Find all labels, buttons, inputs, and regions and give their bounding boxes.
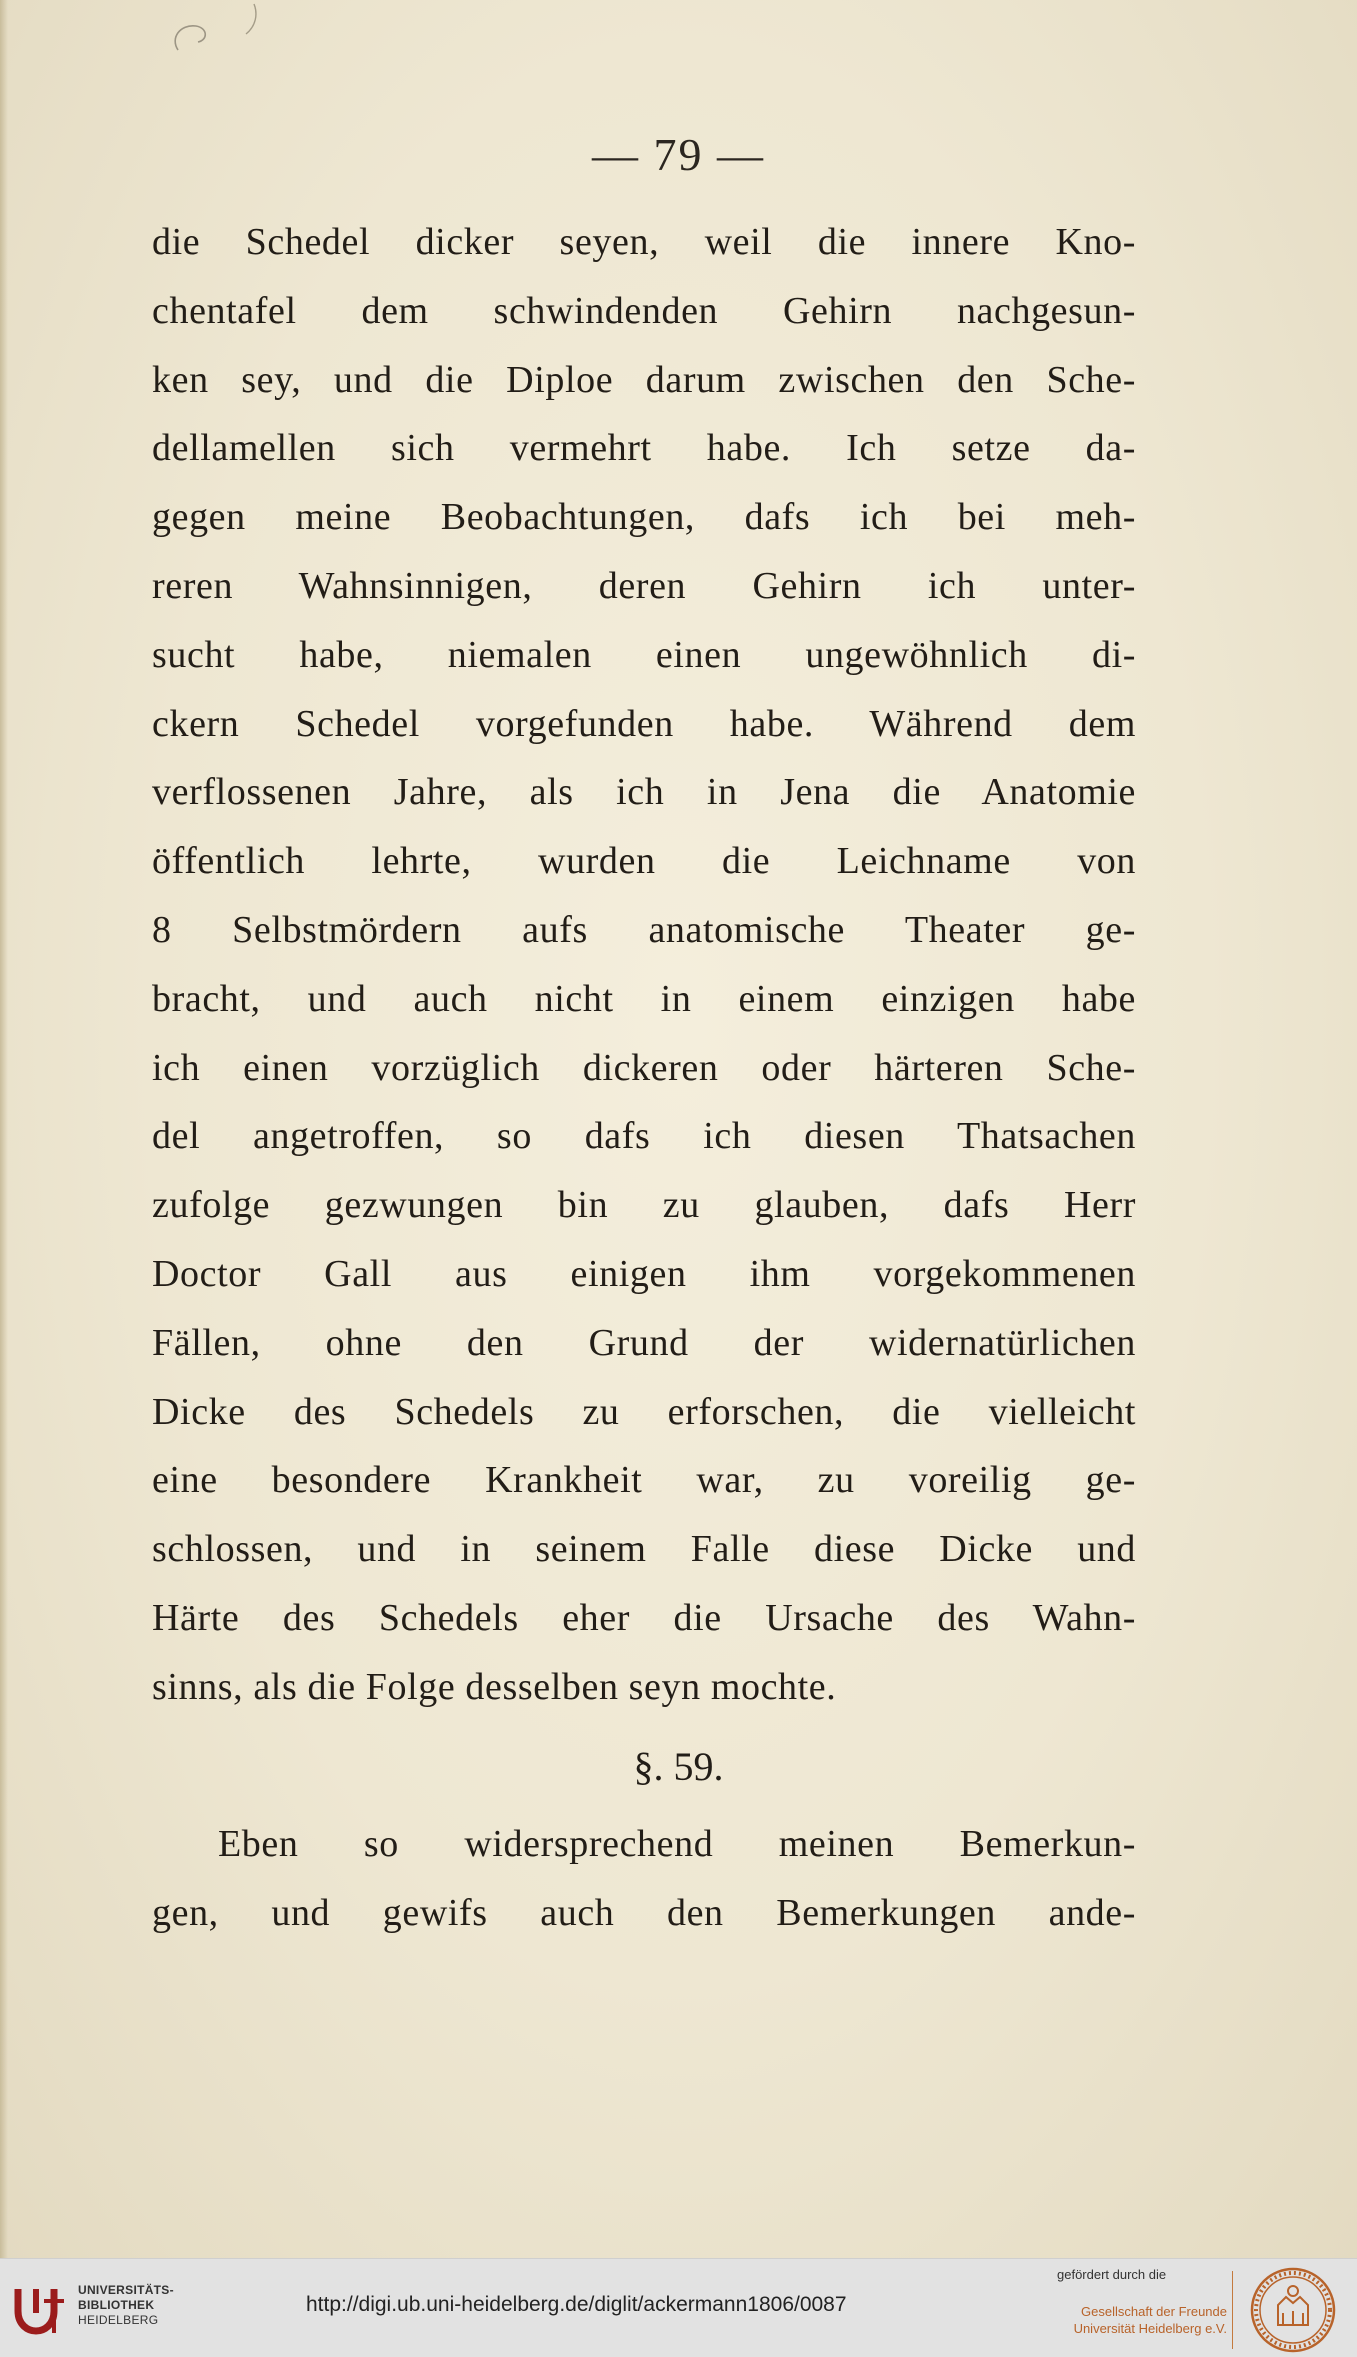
text-line: ken sey, und die Diploe darum zwischen den Sche- xyxy=(152,358,1136,401)
sponsor-label: gefördert durch die xyxy=(1057,2267,1167,2282)
page-number: — 79 — xyxy=(592,129,765,180)
university-seal-icon xyxy=(1250,2267,1336,2353)
library-logo-icon xyxy=(14,2281,68,2337)
text-line: sucht habe, niemalen einen ungewöhnlich di- xyxy=(152,633,1136,676)
footer-bar xyxy=(0,2258,1357,2357)
library-name-line: BIBLIOTHEK xyxy=(78,2298,155,2312)
sponsor-name-line: Universität Heidelberg e.V. xyxy=(1073,2321,1227,2336)
section-heading: §. 59. xyxy=(633,1744,724,1789)
text-line: reren Wahnsinnigen, deren Gehirn ich unter- xyxy=(152,564,1136,607)
text-line: Dicke des Schedels zu erforschen, die vielleicht xyxy=(152,1390,1136,1433)
text-line: Härte des Schedels eher die Ursache des Wahn- xyxy=(152,1596,1136,1639)
text-line: Fällen, ohne den Grund der widernatürlichen xyxy=(152,1321,1136,1364)
sponsor-name-line: Gesellschaft der Freunde xyxy=(1081,2304,1227,2319)
text-line: ich einen vorzüglich dickeren oder härteren Sche- xyxy=(152,1046,1136,1089)
text-line: dellamellen sich vermehrt habe. Ich setze da- xyxy=(152,427,1136,470)
text-line: öffentlich lehrte, wurden die Leichname von xyxy=(152,840,1136,883)
text-line: ckern Schedel vorgefunden habe. Während dem xyxy=(152,702,1136,745)
library-name-line: UNIVERSITÄTS- xyxy=(78,2283,174,2297)
library-name xyxy=(78,2283,198,2328)
text-line: del angetroffen, so dafs ich diesen Thatsachen xyxy=(152,1115,1136,1158)
text-line: verflossenen Jahre, als ich in Jena die Anatomie xyxy=(152,771,1136,814)
text-line: Eben so widersprechend meinen Bemerkun- xyxy=(218,1823,1136,1865)
library-name-line: HEIDELBERG xyxy=(78,2313,159,2327)
text-line: gegen meine Beobachtungen, dafs ich bei meh- xyxy=(152,496,1136,539)
sponsor-name xyxy=(1057,2303,1227,2337)
text-line: Doctor Gall aus einigen ihm vorgekommenen xyxy=(152,1252,1136,1295)
paragraph-2 xyxy=(152,1810,1136,1948)
text-line: eine besondere Krankheit war, zu voreilig ge- xyxy=(152,1459,1136,1502)
text-line: sinns, als die Folge desselben seyn mochte. xyxy=(152,1665,837,1708)
text-line: gen, und gewifs auch den Bemerkungen ande- xyxy=(152,1891,1136,1934)
text-line: die Schedel dicker seyen, weil die innere Kno- xyxy=(152,221,1136,263)
text-line: bracht, und auch nicht in einem einzigen habe xyxy=(152,977,1136,1020)
text-line: 8 Selbstmördern aufs anatomische Theater ge- xyxy=(152,908,1136,951)
pencil-mark-icon xyxy=(168,0,278,70)
text-line: chentafel dem schwindenden Gehirn nachgesun- xyxy=(152,289,1136,332)
page-edge-shadow xyxy=(0,0,8,2258)
permalink-url[interactable]: http://digi.ub.uni-heidelberg.de/diglit/ackermann1806/0087 xyxy=(306,2293,847,2316)
text-line: zufolge gezwungen bin zu glauben, dafs Herr xyxy=(152,1184,1136,1227)
text-line: schlossen, und in seinem Falle diese Dicke und xyxy=(152,1528,1136,1571)
sponsor-divider xyxy=(1232,2271,1233,2349)
paragraph-1 xyxy=(152,208,1136,1722)
